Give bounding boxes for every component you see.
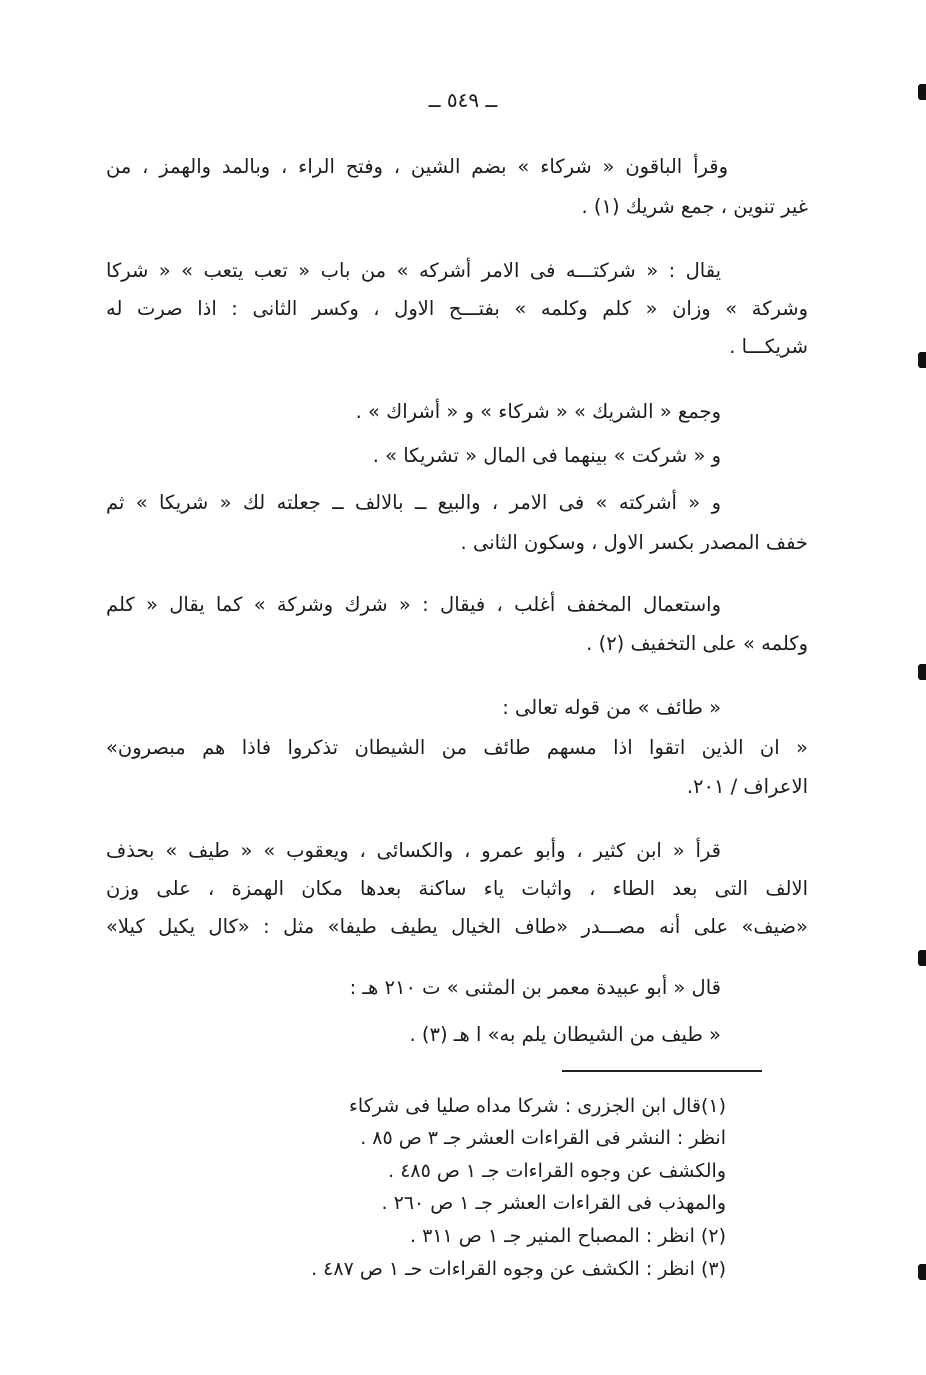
page-number: ــ ٥٤٩ ــ <box>428 88 498 112</box>
body-line: و « شركت » بينهما فى المال « تشريكا » . <box>372 444 721 467</box>
footnote-line: (٢) انظر : المصباح المنير جـ ١ ص ٣١١ . <box>410 1225 726 1247</box>
body-line: يقال : « شركتـــه فى الامر أشركه » من باب « تعب يتعب » « شركا <box>106 259 721 282</box>
body-line: غير تنوين ، جمع شريك (١) . <box>581 195 808 218</box>
footnote-line: (١)قال ابن الجزرى : شركا مداه صليا فى شركاء <box>349 1095 726 1117</box>
scan-edge-mark <box>918 1264 926 1280</box>
body-line: وكلمه » على التخفيف (٢) . <box>586 632 808 655</box>
body-line: وجمع « الشريك » « شركاء » و « أشراك » . <box>355 400 721 423</box>
quran-verse-line: « ان الذين اتقوا اذا مسهم طائف من الشيطان تذكروا فاذا هم مبصرون» <box>106 736 808 759</box>
footnote-line: والكشف عن وجوه القراءات جـ ١ ص ٤٨٥ . <box>388 1160 726 1182</box>
scan-edge-mark <box>918 84 926 100</box>
body-line: « طائف » من قوله تعالى : <box>502 696 721 719</box>
footnote-line: انظر : النشر فى القراءات العشر جـ ٣ ص ٨٥ . <box>360 1127 726 1149</box>
body-line: و « أشركته » فى الامر ، والبيع ــ بالالف ــ جعلته لك « شريكا » ثم <box>106 491 721 514</box>
footnote-separator <box>562 1070 762 1072</box>
body-line: واستعمال المخفف أغلب ، فيقال : « شرك وشركة » كما يقال « كلم <box>106 593 721 616</box>
scan-edge-mark <box>918 950 926 966</box>
body-line: « طيف من الشيطان يلم به» ا هـ (٣) . <box>409 1023 721 1046</box>
body-line: «ضيف» على أنه مصـــدر «طاف الخيال يطيف طيفا» مثل : «كال يكيل كيلا» <box>106 915 808 938</box>
verse-reference: الاعراف / ٢٠١. <box>686 775 808 798</box>
body-line: قال « أبو عبيدة معمر بن المثنى » ت ٢١٠ هـ : <box>349 976 721 999</box>
body-line: قرأ « ابن كثير ، وأبو عمرو ، والكسائى ، ويعقوب » « طيف » بحذف <box>106 839 721 862</box>
body-line: الالف التى بعد الطاء ، واثبات ياء ساكنة بعدها مكان الهمزة ، على وزن <box>106 877 808 900</box>
body-line: شريكـــا . <box>729 335 808 358</box>
body-line: وقرأ الباقون « شركاء » بضم الشين ، وفتح الراء ، وبالمد والهمز ، من <box>106 155 728 178</box>
footnote-line: (٣) انظر : الكشف عن وجوه القراءات حـ ١ ص ٤٨٧ . <box>311 1258 726 1280</box>
body-line: وشركة » وزان « كلم وكلمه » بفتـــح الاول ، وكسر الثانى : اذا صرت له <box>106 297 808 320</box>
scan-edge-mark <box>918 352 926 368</box>
scan-edge-mark <box>918 664 926 680</box>
body-line: خفف المصدر بكسر الاول ، وسكون الثانى . <box>460 531 808 554</box>
footnote-line: والمهذب فى القراءات العشر جـ ١ ص ٢٦٠ . <box>381 1192 726 1214</box>
